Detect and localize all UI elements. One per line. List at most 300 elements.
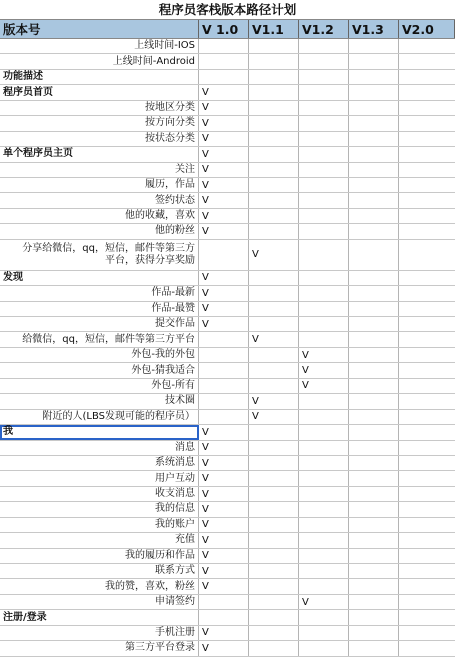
version-cell[interactable] bbox=[299, 549, 349, 563]
version-cell[interactable] bbox=[349, 471, 399, 485]
table-row bbox=[0, 579, 455, 594]
feature-label: 第三方平台登录 bbox=[125, 642, 195, 654]
version-cell[interactable] bbox=[299, 471, 349, 485]
feature-label: 外包-我的外包 bbox=[131, 349, 195, 361]
version-cell[interactable] bbox=[349, 286, 399, 300]
feature-label: 用户互动 bbox=[155, 472, 195, 484]
feature-label: 单个程序员主页 bbox=[3, 148, 73, 160]
table-row bbox=[0, 163, 455, 178]
version-cell[interactable] bbox=[299, 579, 349, 593]
version-cell[interactable] bbox=[349, 549, 399, 563]
version-cell[interactable] bbox=[199, 116, 249, 130]
version-cell[interactable] bbox=[199, 533, 249, 547]
version-cell[interactable] bbox=[299, 487, 349, 501]
version-cell[interactable] bbox=[249, 610, 299, 624]
version-cell[interactable] bbox=[249, 518, 299, 532]
version-cell[interactable] bbox=[199, 641, 249, 655]
feature-label: 系统消息 bbox=[155, 457, 195, 469]
version-cell[interactable] bbox=[199, 240, 249, 270]
version-cell[interactable] bbox=[349, 363, 399, 377]
version-cell[interactable] bbox=[249, 533, 299, 547]
version-cell[interactable] bbox=[349, 54, 399, 68]
check-mark: V bbox=[202, 503, 209, 515]
version-cell[interactable] bbox=[399, 39, 455, 53]
check-mark: V bbox=[202, 519, 209, 531]
version-cell[interactable] bbox=[199, 441, 249, 455]
version-cell[interactable] bbox=[199, 564, 249, 578]
version-cell[interactable] bbox=[199, 101, 249, 115]
version-cell[interactable] bbox=[349, 271, 399, 285]
version-cell[interactable] bbox=[249, 564, 299, 578]
version-cell[interactable] bbox=[299, 271, 349, 285]
check-mark: V bbox=[202, 426, 209, 438]
version-cell[interactable] bbox=[299, 163, 349, 177]
version-cell[interactable] bbox=[299, 502, 349, 516]
feature-cell[interactable] bbox=[0, 456, 199, 470]
version-cell[interactable] bbox=[299, 641, 349, 655]
version-cell[interactable] bbox=[399, 302, 455, 316]
version-cell[interactable] bbox=[199, 147, 249, 161]
version-cell[interactable] bbox=[249, 379, 299, 393]
version-cell[interactable] bbox=[349, 410, 399, 424]
check-mark: V bbox=[202, 272, 209, 284]
version-cell[interactable] bbox=[349, 579, 399, 593]
feature-cell[interactable] bbox=[0, 178, 199, 192]
feature-cell[interactable] bbox=[0, 641, 199, 655]
feature-cell[interactable] bbox=[0, 39, 199, 53]
version-cell[interactable] bbox=[349, 626, 399, 640]
feature-cell[interactable] bbox=[0, 70, 199, 84]
version-cell[interactable] bbox=[249, 101, 299, 115]
version-cell[interactable] bbox=[349, 163, 399, 177]
version-cell[interactable] bbox=[349, 147, 399, 161]
version-cell[interactable] bbox=[349, 224, 399, 238]
version-cell[interactable] bbox=[349, 101, 399, 115]
version-cell[interactable] bbox=[249, 641, 299, 655]
version-cell[interactable] bbox=[249, 363, 299, 377]
version-cell[interactable] bbox=[199, 85, 249, 99]
version-cell[interactable] bbox=[299, 518, 349, 532]
version-cell[interactable] bbox=[249, 394, 299, 408]
version-cell[interactable] bbox=[299, 533, 349, 547]
version-cell[interactable] bbox=[249, 579, 299, 593]
table-row bbox=[0, 595, 455, 610]
check-mark: V bbox=[202, 581, 209, 593]
version-cell[interactable] bbox=[299, 626, 349, 640]
feature-cell[interactable] bbox=[0, 85, 199, 99]
version-cell[interactable] bbox=[399, 549, 455, 563]
feature-cell[interactable] bbox=[0, 317, 199, 331]
version-cell[interactable] bbox=[399, 348, 455, 362]
table-row bbox=[0, 394, 455, 409]
version-cell[interactable] bbox=[249, 487, 299, 501]
version-cell[interactable] bbox=[199, 363, 249, 377]
check-mark: V bbox=[302, 596, 309, 608]
version-cell[interactable] bbox=[249, 132, 299, 146]
version-cell[interactable] bbox=[399, 502, 455, 516]
version-cell[interactable] bbox=[399, 425, 455, 439]
version-cell[interactable] bbox=[199, 549, 249, 563]
version-cell[interactable] bbox=[349, 116, 399, 130]
version-cell[interactable] bbox=[299, 101, 349, 115]
version-cell[interactable] bbox=[349, 610, 399, 624]
feature-cell[interactable] bbox=[0, 116, 199, 130]
table-row bbox=[0, 302, 455, 317]
version-cell[interactable] bbox=[399, 379, 455, 393]
feature-cell[interactable] bbox=[0, 54, 199, 68]
feature-cell[interactable] bbox=[0, 363, 199, 377]
version-cell[interactable] bbox=[349, 317, 399, 331]
version-cell[interactable] bbox=[249, 39, 299, 53]
feature-cell[interactable] bbox=[0, 332, 199, 346]
feature-cell[interactable] bbox=[0, 132, 199, 146]
check-mark: V bbox=[252, 334, 259, 346]
table-row bbox=[0, 193, 455, 208]
version-cell[interactable] bbox=[249, 425, 299, 439]
version-cell[interactable] bbox=[199, 317, 249, 331]
feature-cell[interactable] bbox=[0, 595, 199, 609]
feature-cell[interactable] bbox=[0, 410, 199, 424]
version-cell[interactable] bbox=[349, 379, 399, 393]
version-cell[interactable] bbox=[199, 518, 249, 532]
version-cell[interactable] bbox=[349, 518, 399, 532]
version-cell[interactable] bbox=[299, 441, 349, 455]
version-cell[interactable] bbox=[399, 163, 455, 177]
version-cell[interactable] bbox=[249, 178, 299, 192]
version-cell[interactable] bbox=[199, 610, 249, 624]
header-cell-v1-1[interactable]: V1.1 bbox=[249, 20, 299, 38]
feature-cell[interactable] bbox=[0, 302, 199, 316]
version-cell[interactable] bbox=[199, 70, 249, 84]
version-cell[interactable] bbox=[349, 240, 399, 270]
feature-label: 申请签约 bbox=[155, 596, 195, 608]
check-mark: V bbox=[202, 210, 209, 222]
feature-label: 签约状态 bbox=[155, 194, 195, 206]
feature-label: 上线时间-Android bbox=[112, 55, 195, 67]
version-cell[interactable] bbox=[349, 332, 399, 346]
version-cell[interactable] bbox=[249, 163, 299, 177]
version-cell[interactable] bbox=[299, 410, 349, 424]
feature-cell[interactable] bbox=[0, 502, 199, 516]
table-row bbox=[0, 626, 455, 641]
version-cell[interactable] bbox=[349, 394, 399, 408]
header-cell-v1-2[interactable]: V1.2 bbox=[299, 20, 349, 38]
version-cell[interactable] bbox=[399, 193, 455, 207]
version-cell[interactable] bbox=[199, 410, 249, 424]
version-cell[interactable] bbox=[249, 116, 299, 130]
feature-label: 外包-猜我适合 bbox=[131, 364, 195, 376]
check-mark: V bbox=[202, 534, 209, 546]
version-cell[interactable] bbox=[399, 332, 455, 346]
version-cell[interactable] bbox=[249, 286, 299, 300]
check-mark: V bbox=[202, 148, 209, 160]
version-cell[interactable] bbox=[399, 626, 455, 640]
feature-cell[interactable] bbox=[0, 193, 199, 207]
table-row bbox=[0, 456, 455, 471]
check-mark: V bbox=[252, 249, 259, 261]
version-cell[interactable] bbox=[399, 641, 455, 655]
version-cell[interactable] bbox=[299, 286, 349, 300]
feature-label: 技术圈 bbox=[165, 395, 195, 407]
version-cell[interactable] bbox=[399, 518, 455, 532]
feature-cell[interactable] bbox=[0, 564, 199, 578]
version-cell[interactable] bbox=[399, 363, 455, 377]
feature-label bbox=[0, 240, 198, 270]
version-cell[interactable] bbox=[399, 224, 455, 238]
feature-cell[interactable] bbox=[0, 610, 199, 624]
table-row bbox=[0, 132, 455, 147]
version-cell[interactable] bbox=[399, 487, 455, 501]
version-cell[interactable] bbox=[199, 487, 249, 501]
version-cell[interactable] bbox=[349, 456, 399, 470]
feature-cell[interactable] bbox=[0, 487, 199, 501]
feature-cell[interactable] bbox=[0, 163, 199, 177]
version-cell[interactable] bbox=[399, 132, 455, 146]
feature-cell[interactable] bbox=[0, 286, 199, 300]
version-cell[interactable] bbox=[299, 147, 349, 161]
version-cell[interactable] bbox=[199, 224, 249, 238]
version-cell[interactable] bbox=[199, 502, 249, 516]
version-cell[interactable] bbox=[399, 70, 455, 84]
version-cell[interactable] bbox=[399, 54, 455, 68]
header-cell-v2-0[interactable]: V2.0 bbox=[399, 20, 455, 38]
version-cell[interactable] bbox=[349, 348, 399, 362]
version-cell[interactable] bbox=[199, 394, 249, 408]
version-cell[interactable] bbox=[249, 193, 299, 207]
version-cell[interactable] bbox=[199, 579, 249, 593]
table-row bbox=[0, 209, 455, 224]
version-cell[interactable] bbox=[399, 441, 455, 455]
version-cell[interactable] bbox=[199, 209, 249, 223]
feature-label: 关注 bbox=[175, 163, 195, 175]
feature-cell[interactable] bbox=[0, 579, 199, 593]
version-cell[interactable] bbox=[199, 302, 249, 316]
version-cell[interactable] bbox=[299, 178, 349, 192]
version-cell[interactable] bbox=[349, 302, 399, 316]
feature-label: 手机注册 bbox=[155, 626, 195, 638]
version-cell[interactable] bbox=[299, 85, 349, 99]
version-cell[interactable] bbox=[199, 332, 249, 346]
version-cell[interactable] bbox=[299, 394, 349, 408]
table-row bbox=[0, 147, 455, 162]
version-cell[interactable] bbox=[399, 410, 455, 424]
version-cell[interactable] bbox=[199, 379, 249, 393]
version-cell[interactable] bbox=[249, 147, 299, 161]
version-cell[interactable] bbox=[399, 147, 455, 161]
version-cell[interactable] bbox=[199, 286, 249, 300]
version-cell[interactable] bbox=[249, 317, 299, 331]
version-cell[interactable] bbox=[249, 502, 299, 516]
version-cell[interactable] bbox=[399, 209, 455, 223]
feature-cell[interactable] bbox=[0, 518, 199, 532]
header-cell-version[interactable]: 版本号 bbox=[0, 20, 199, 38]
version-cell[interactable] bbox=[299, 240, 349, 270]
check-mark: V bbox=[202, 565, 209, 577]
version-cell[interactable] bbox=[249, 626, 299, 640]
feature-cell[interactable] bbox=[0, 379, 199, 393]
feature-cell[interactable] bbox=[0, 240, 199, 270]
version-cell[interactable] bbox=[299, 317, 349, 331]
version-cell[interactable] bbox=[249, 209, 299, 223]
feature-cell[interactable] bbox=[0, 394, 199, 408]
feature-label-line-2: 平台，获得分享奖励 bbox=[105, 254, 195, 266]
version-cell[interactable] bbox=[199, 456, 249, 470]
version-cell[interactable] bbox=[199, 425, 249, 439]
version-cell[interactable] bbox=[399, 595, 455, 609]
version-cell[interactable] bbox=[199, 39, 249, 53]
sheet-title: 程序员客栈版本路径计划 bbox=[158, 2, 297, 17]
check-mark: V bbox=[202, 117, 209, 129]
version-cell[interactable] bbox=[249, 302, 299, 316]
version-roadmap-table bbox=[0, 19, 455, 657]
feature-cell[interactable] bbox=[0, 533, 199, 547]
version-cell[interactable] bbox=[199, 595, 249, 609]
version-cell[interactable] bbox=[349, 425, 399, 439]
feature-label: 注册/登录 bbox=[3, 611, 47, 623]
version-cell[interactable] bbox=[399, 394, 455, 408]
version-cell[interactable] bbox=[299, 379, 349, 393]
version-cell[interactable] bbox=[299, 610, 349, 624]
version-cell[interactable] bbox=[399, 116, 455, 130]
version-cell[interactable] bbox=[249, 471, 299, 485]
version-cell[interactable] bbox=[199, 471, 249, 485]
check-mark: V bbox=[202, 457, 209, 469]
version-cell[interactable] bbox=[199, 132, 249, 146]
version-cell[interactable] bbox=[399, 178, 455, 192]
version-cell[interactable] bbox=[349, 193, 399, 207]
version-cell[interactable] bbox=[249, 224, 299, 238]
feature-cell[interactable] bbox=[0, 441, 199, 455]
version-cell[interactable] bbox=[249, 595, 299, 609]
feature-label: 按方向分类 bbox=[145, 117, 195, 129]
table-row bbox=[0, 178, 455, 193]
version-cell[interactable] bbox=[349, 533, 399, 547]
version-cell[interactable] bbox=[199, 271, 249, 285]
version-cell[interactable] bbox=[199, 178, 249, 192]
header-cell-v1-0[interactable]: V 1.0 bbox=[199, 20, 249, 38]
version-cell[interactable] bbox=[349, 502, 399, 516]
version-cell[interactable] bbox=[349, 595, 399, 609]
version-cell[interactable] bbox=[249, 348, 299, 362]
version-cell[interactable] bbox=[299, 132, 349, 146]
version-cell[interactable] bbox=[299, 70, 349, 84]
version-cell[interactable] bbox=[249, 410, 299, 424]
version-cell[interactable] bbox=[399, 471, 455, 485]
feature-cell[interactable] bbox=[0, 471, 199, 485]
table-row bbox=[0, 116, 455, 131]
version-cell[interactable] bbox=[249, 549, 299, 563]
version-cell[interactable] bbox=[399, 610, 455, 624]
table-row bbox=[0, 425, 455, 440]
version-cell[interactable] bbox=[399, 456, 455, 470]
version-cell[interactable] bbox=[399, 240, 455, 270]
check-mark: V bbox=[302, 349, 309, 361]
version-cell[interactable] bbox=[199, 626, 249, 640]
version-cell[interactable] bbox=[249, 85, 299, 99]
feature-cell[interactable] bbox=[0, 271, 199, 285]
version-cell[interactable] bbox=[349, 441, 399, 455]
feature-cell[interactable] bbox=[0, 224, 199, 238]
version-cell[interactable] bbox=[399, 564, 455, 578]
version-cell[interactable] bbox=[349, 132, 399, 146]
feature-label: 按地区分类 bbox=[145, 101, 195, 113]
version-cell[interactable] bbox=[299, 595, 349, 609]
feature-cell[interactable] bbox=[0, 549, 199, 563]
table-row bbox=[0, 518, 455, 533]
version-cell[interactable] bbox=[399, 579, 455, 593]
version-cell[interactable] bbox=[399, 271, 455, 285]
table-row bbox=[0, 441, 455, 456]
feature-cell[interactable] bbox=[0, 425, 199, 439]
version-cell[interactable] bbox=[399, 286, 455, 300]
version-cell[interactable] bbox=[399, 101, 455, 115]
table-row bbox=[0, 533, 455, 548]
version-cell[interactable] bbox=[199, 163, 249, 177]
version-cell[interactable] bbox=[349, 641, 399, 655]
version-cell[interactable] bbox=[249, 456, 299, 470]
version-cell[interactable] bbox=[349, 209, 399, 223]
table-row bbox=[0, 332, 455, 347]
version-cell[interactable] bbox=[349, 85, 399, 99]
version-cell[interactable] bbox=[299, 425, 349, 439]
version-cell[interactable] bbox=[299, 209, 349, 223]
version-cell[interactable] bbox=[299, 302, 349, 316]
table-row bbox=[0, 101, 455, 116]
version-cell[interactable] bbox=[349, 70, 399, 84]
version-cell[interactable] bbox=[249, 332, 299, 346]
version-cell[interactable] bbox=[399, 533, 455, 547]
version-cell[interactable] bbox=[199, 348, 249, 362]
version-cell[interactable] bbox=[399, 85, 455, 99]
feature-cell[interactable] bbox=[0, 348, 199, 362]
version-cell[interactable] bbox=[249, 70, 299, 84]
version-cell[interactable] bbox=[349, 178, 399, 192]
version-cell[interactable] bbox=[349, 487, 399, 501]
feature-label: 附近的人(LBS发现可能的程序员） bbox=[42, 410, 195, 422]
feature-cell[interactable] bbox=[0, 626, 199, 640]
version-cell[interactable] bbox=[249, 54, 299, 68]
version-cell[interactable] bbox=[299, 363, 349, 377]
version-cell[interactable] bbox=[399, 317, 455, 331]
version-cell[interactable] bbox=[299, 224, 349, 238]
version-cell[interactable] bbox=[299, 54, 349, 68]
version-cell[interactable] bbox=[349, 39, 399, 53]
version-cell[interactable] bbox=[299, 564, 349, 578]
feature-cell[interactable] bbox=[0, 209, 199, 223]
version-cell[interactable] bbox=[299, 456, 349, 470]
version-cell[interactable] bbox=[199, 193, 249, 207]
table-row bbox=[0, 39, 455, 54]
version-cell[interactable] bbox=[199, 54, 249, 68]
feature-cell[interactable] bbox=[0, 147, 199, 161]
version-cell[interactable] bbox=[299, 116, 349, 130]
version-cell[interactable] bbox=[299, 193, 349, 207]
check-mark: V bbox=[302, 365, 309, 377]
version-cell[interactable] bbox=[299, 39, 349, 53]
table-row bbox=[0, 70, 455, 85]
table-row bbox=[0, 224, 455, 239]
version-cell[interactable] bbox=[249, 441, 299, 455]
version-cell[interactable] bbox=[299, 348, 349, 362]
header-cell-v1-3[interactable]: V1.3 bbox=[349, 20, 399, 38]
table-row bbox=[0, 410, 455, 425]
version-cell[interactable] bbox=[349, 564, 399, 578]
check-mark: V bbox=[202, 473, 209, 485]
feature-cell[interactable] bbox=[0, 101, 199, 115]
version-cell[interactable] bbox=[249, 240, 299, 270]
version-cell[interactable] bbox=[249, 271, 299, 285]
version-cell[interactable] bbox=[299, 332, 349, 346]
